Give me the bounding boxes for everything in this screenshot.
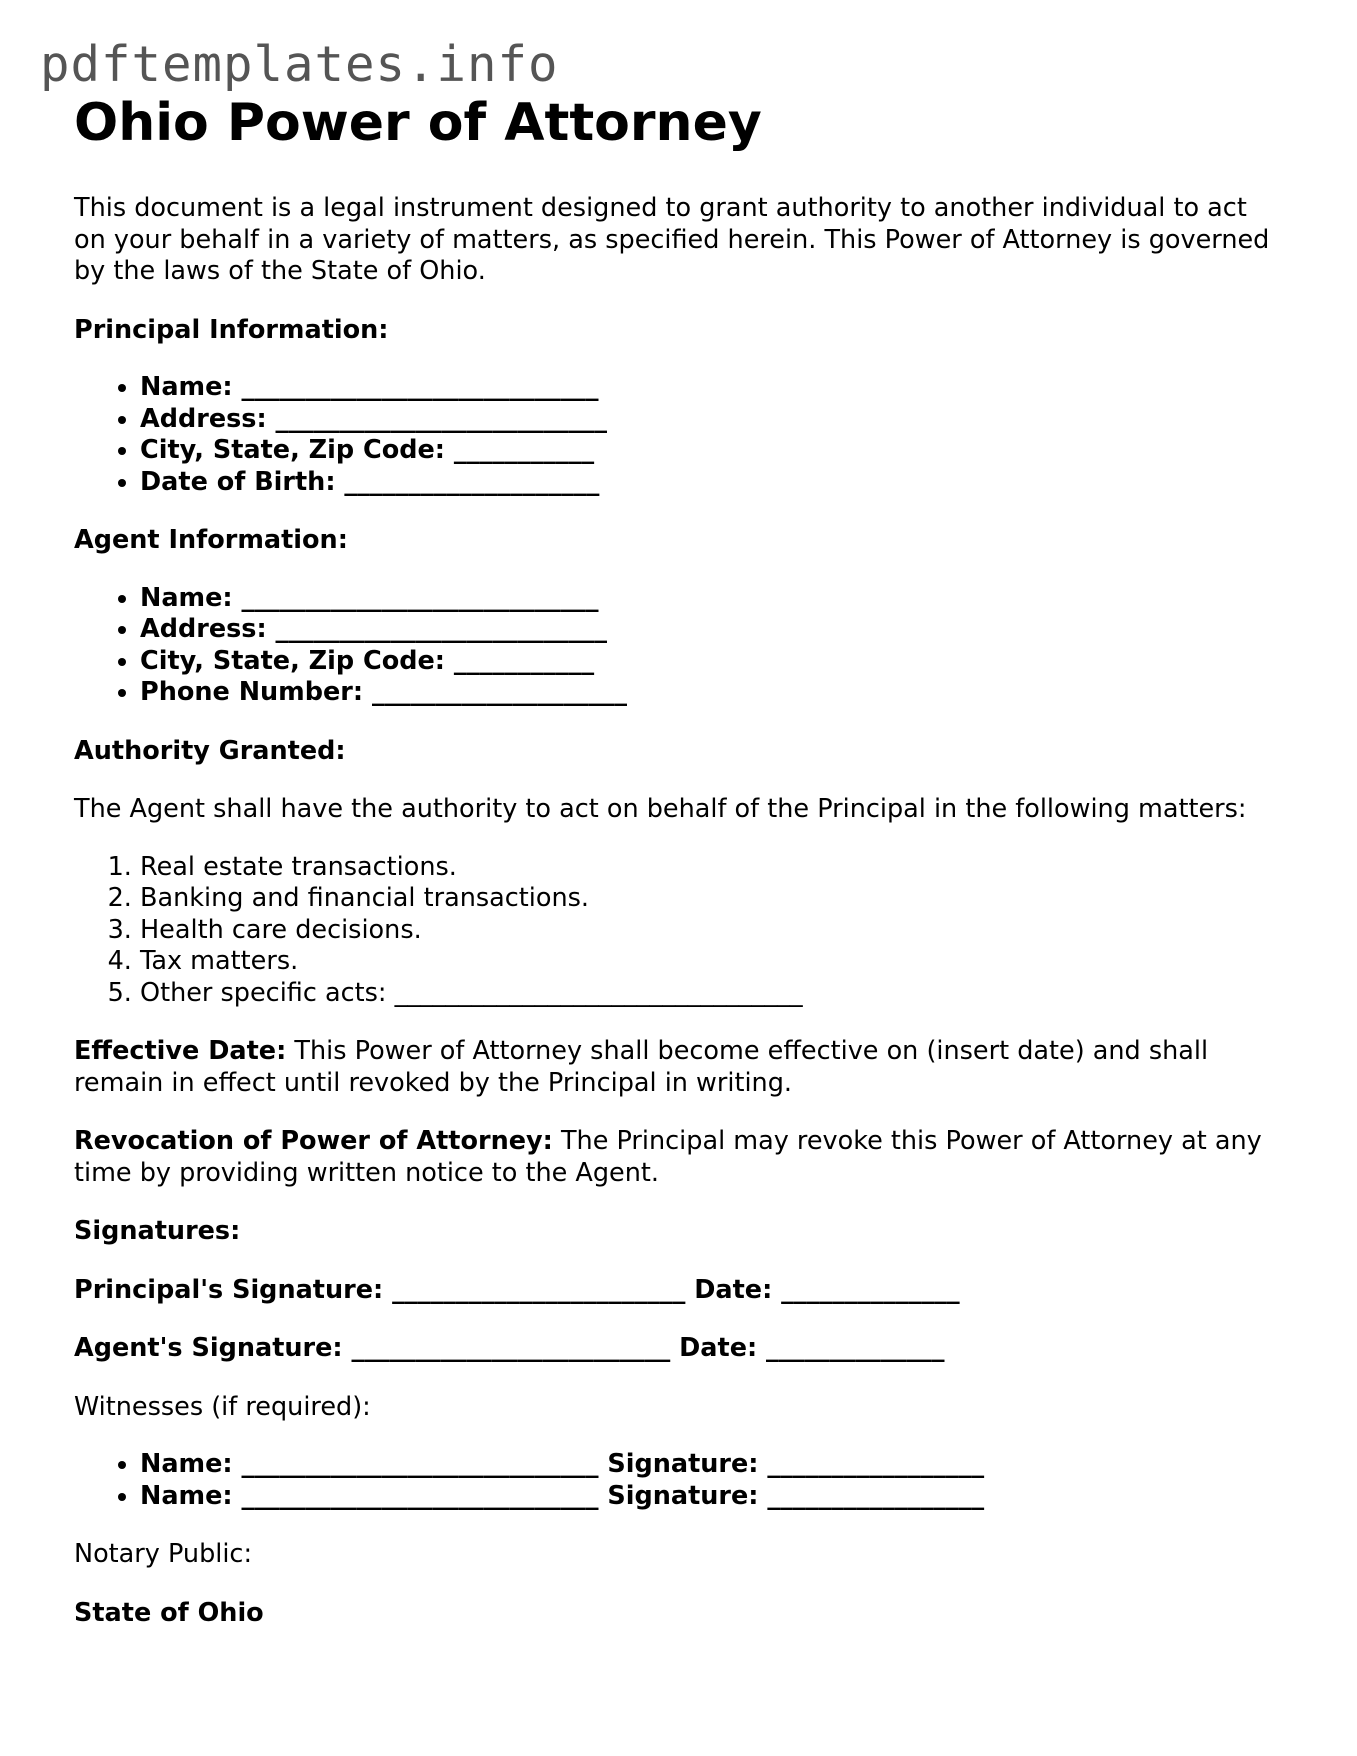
intro-paragraph: This document is a legal instrument designed to grant authority to another individual to act on your behalf in a variety of matters, as specified herein. This Power of Attorney is governed by the laws of the State of Ohio. <box>74 193 1270 287</box>
effective-date-text: This Power of Attorney shall become effective on (insert date) and shall remain in effect until revoked by the Principal in writing. <box>74 1036 1209 1098</box>
revocation-paragraph <box>74 1126 1274 1189</box>
agent-signature-line: Agent's Signature: _________________________ Date: ______________ <box>74 1333 945 1364</box>
signatures-heading: Signatures: <box>74 1216 241 1247</box>
document-body <box>74 92 1274 1629</box>
principal-address-field: • Address: __________________________ <box>140 404 1274 436</box>
authority-text: The Agent shall have the authority to act on behalf of the Principal in the following matters: <box>74 794 1247 825</box>
principal-name-field: • Name: ____________________________ <box>140 372 1274 404</box>
revocation-label: Revocation of Power of Attorney: <box>74 1126 553 1157</box>
agent-list <box>74 583 1274 709</box>
agent-heading: Agent Information: <box>74 525 348 556</box>
notary-heading: Notary Public: <box>74 1539 253 1570</box>
effective-date-label: Effective Date: <box>74 1036 287 1067</box>
agent-phone-field: • Phone Number: ____________________ <box>140 677 1274 709</box>
authority-item: 3. Health care decisions. <box>140 915 1274 947</box>
principal-city-field: • City, State, Zip Code: ___________ <box>140 435 1274 467</box>
notary-state: State of Ohio <box>74 1597 264 1628</box>
witness-line: • Name: ____________________________ Signature: _________________ <box>140 1449 1274 1481</box>
authority-item: 5. Other specific acts: ________________________________ <box>140 978 1274 1010</box>
principal-dob-field: • Date of Birth: ____________________ <box>140 467 1274 499</box>
witness-line: • Name: ____________________________ Signature: _________________ <box>140 1481 1274 1513</box>
agent-address-field: • Address: __________________________ <box>140 614 1274 646</box>
effective-date-paragraph <box>74 1036 1274 1099</box>
authority-item: 4. Tax matters. <box>140 946 1274 978</box>
authority-item: 1. Real estate transactions. <box>140 852 1274 884</box>
document-title: Ohio Power of Attorney <box>74 93 762 153</box>
principal-heading: Principal Information: <box>74 314 389 345</box>
authority-list <box>74 852 1274 1010</box>
agent-name-field: • Name: ____________________________ <box>140 583 1274 615</box>
principal-list <box>74 372 1274 498</box>
authority-heading: Authority Granted: <box>74 735 346 766</box>
principal-signature-line: Principal's Signature: _______________________ Date: ______________ <box>74 1274 960 1305</box>
watermark: pdftemplates.info <box>40 36 559 93</box>
authority-item: 2. Banking and financial transactions. <box>140 883 1274 915</box>
witnesses-heading: Witnesses (if required): <box>74 1391 371 1422</box>
revocation-text: The Principal may revoke this Power of Attorney at any time by providing written notice to the Agent. <box>74 1126 1262 1188</box>
agent-city-field: • City, State, Zip Code: ___________ <box>140 646 1274 678</box>
witnesses-list <box>74 1449 1274 1512</box>
